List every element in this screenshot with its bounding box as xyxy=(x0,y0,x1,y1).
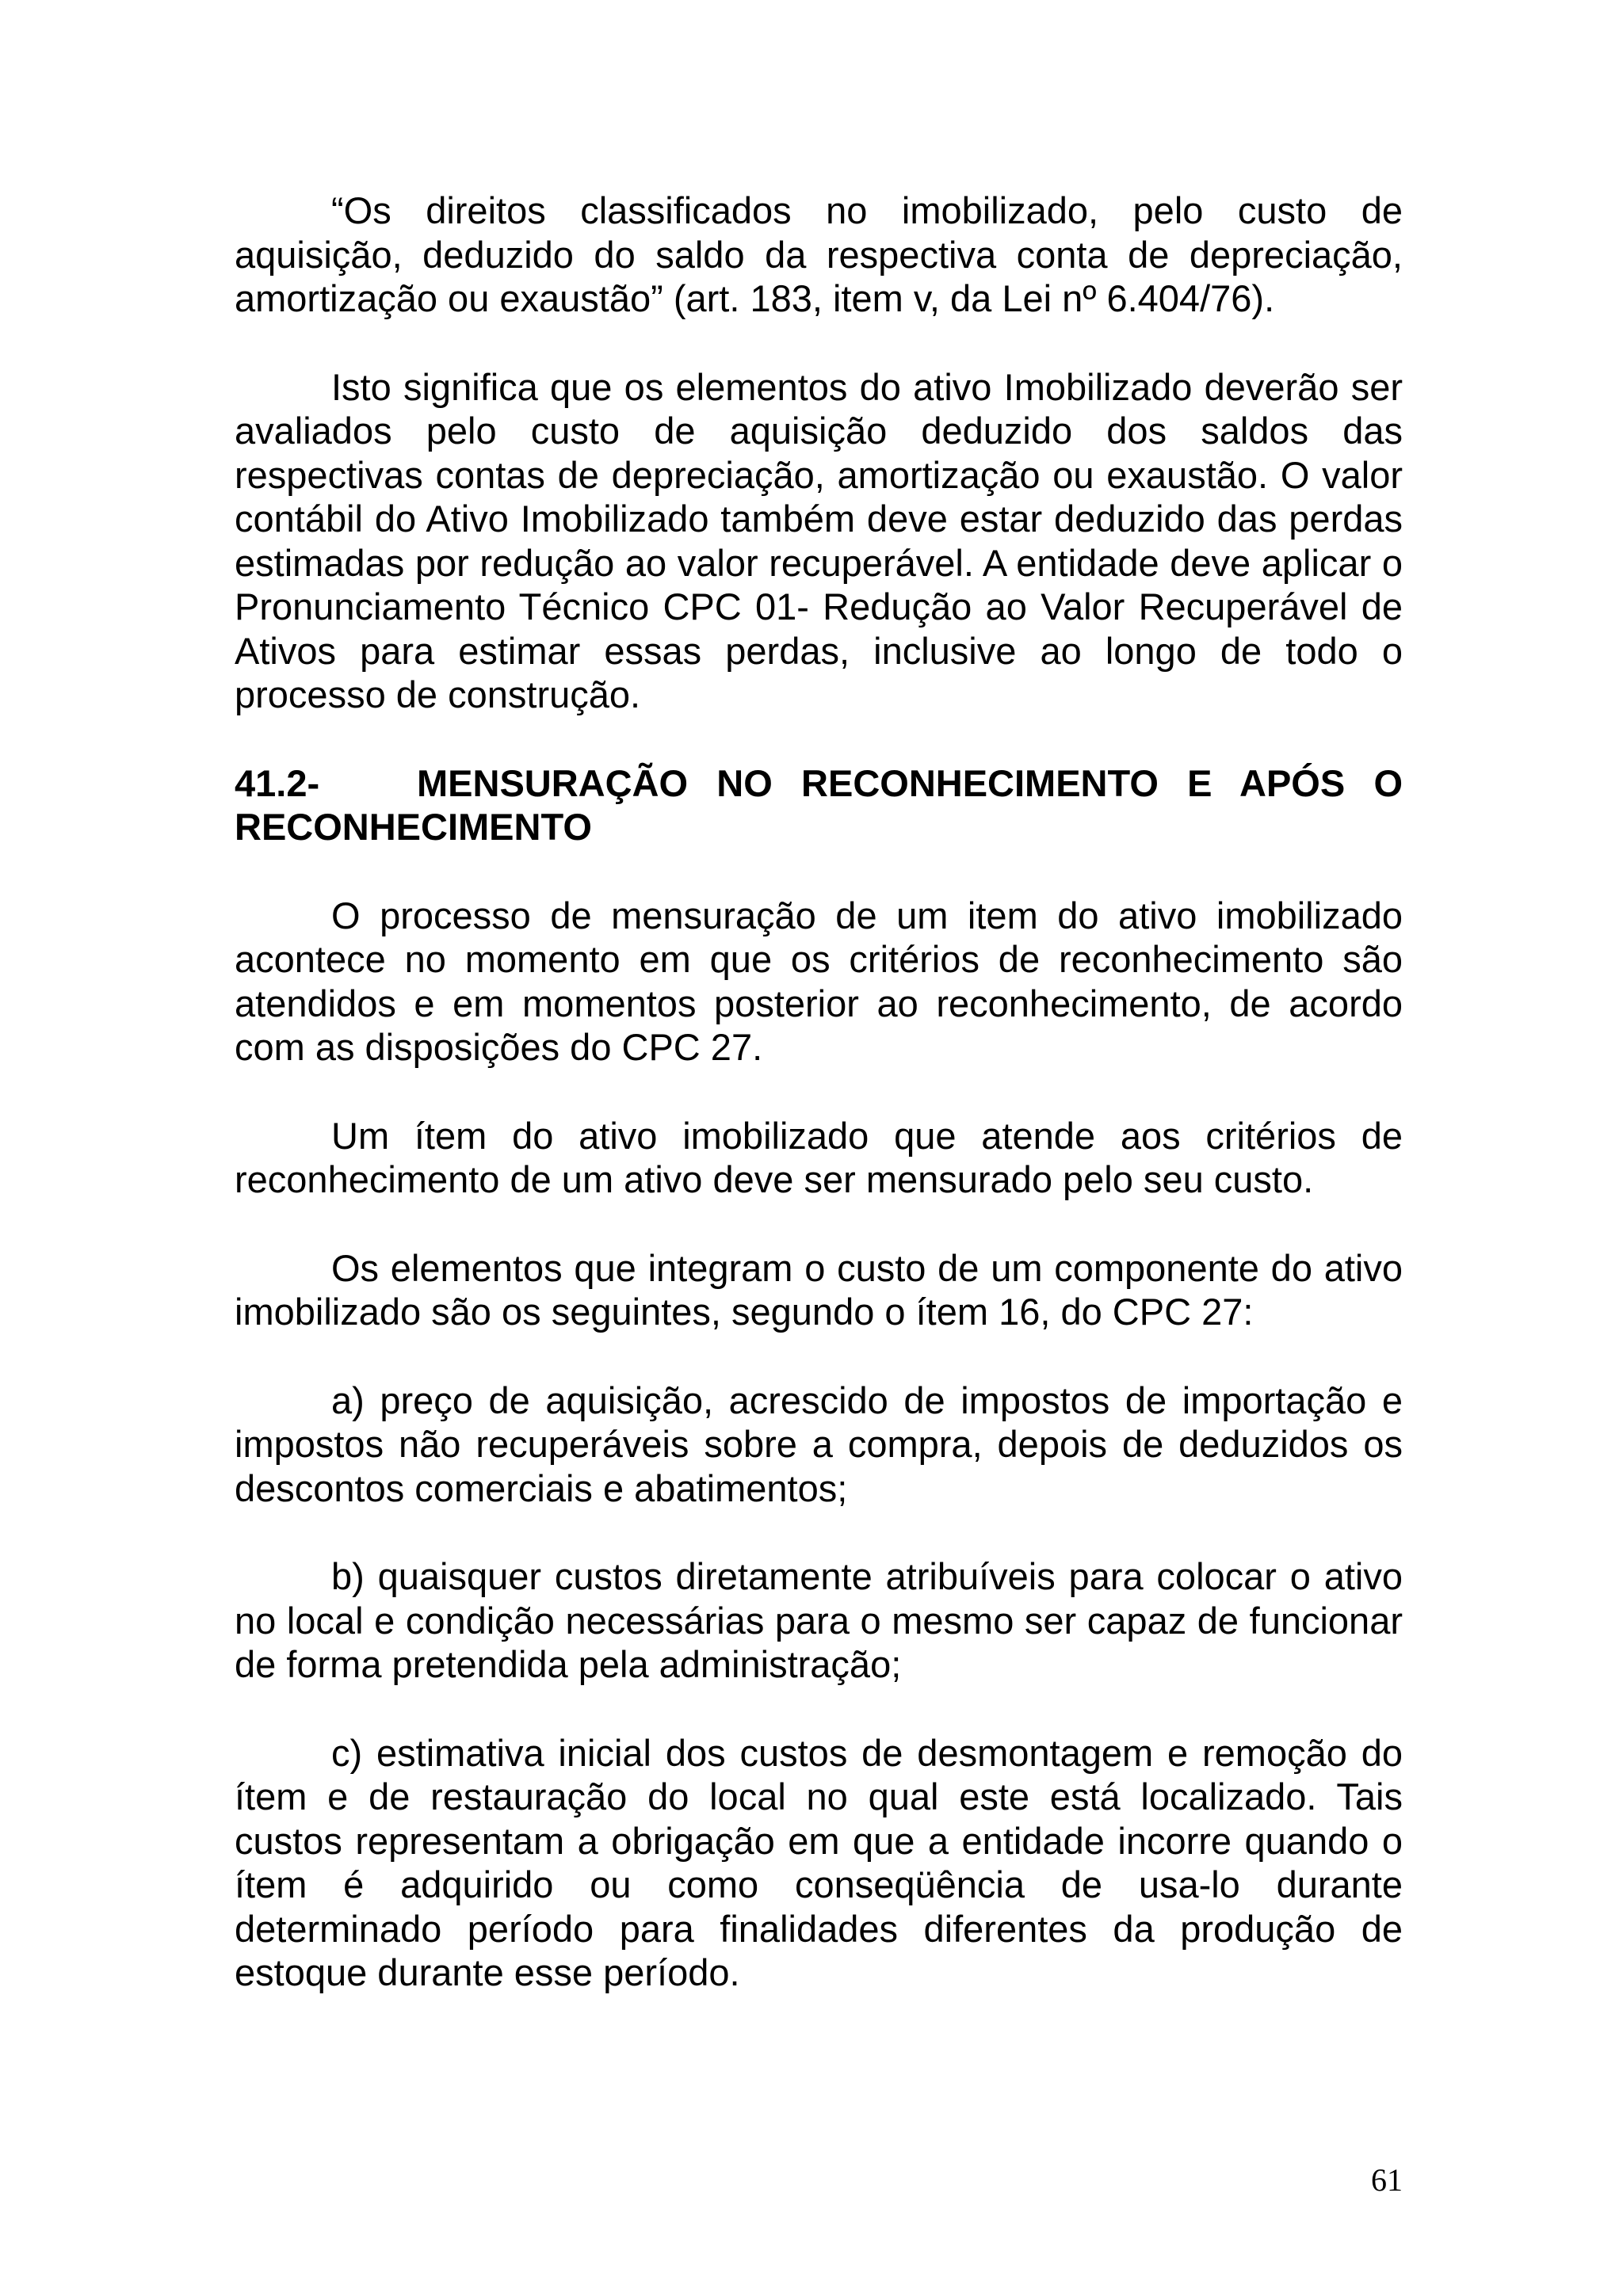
section-number: 41.2- xyxy=(235,761,320,804)
paragraph-imobilizado-evaluation: Isto significa que os elementos do ativo Imobilizado deverão ser avaliados pelo custo de aquisição deduzido dos saldos das respectivas contas de depreciação, amortização ou exaustão. O valor contábil do Ativo Imobilizado também deve estar deduzido das perdas estimadas por redução ao valor recuperável. A entidade deve aplicar o Pronunciamento Técnico CPC 01- Redução ao Valor Recuperável de Ativos para estimar essas perdas, inclusive ao longo de todo o processo de construção. xyxy=(235,365,1403,715)
document-body xyxy=(235,189,1403,2039)
section-title: MENSURAÇÃO NO RECONHECIMENTO E APÓS O RECONHECIMENTO xyxy=(235,761,1403,848)
list-item-b: b) quaisquer custos diretamente atribuíveis para colocar o ativo no local e condição necessárias para o mesmo ser capaz de funcionar de forma pretendida pela administração; xyxy=(235,1555,1403,1685)
list-item-c: c) estimativa inicial dos custos de desmontagem e remoção do ítem e de restauração do local no qual este está localizado. Tais custos representam a obrigação em que a entidade incorre quando o ítem é adquirido ou como conseqüência de usa-lo durante determinado período para finalidades diferentes da produção de estoque durante esse período. xyxy=(235,1731,1403,1993)
paragraph-measured-at-cost: Um ítem do ativo imobilizado que atende aos critérios de reconhecimento de um ativo deve ser mensurado pelo seu custo. xyxy=(235,1114,1403,1200)
page-number: 61 xyxy=(1371,2162,1403,2198)
list-item-a: a) preço de aquisição, acrescido de impostos de importação e impostos não recuperáveis sobre a compra, depois de deduzidos os descontos comerciais e abatimentos; xyxy=(235,1379,1403,1509)
paragraph-cost-elements-intro: Os elementos que integram o custo de um componente do ativo imobilizado são os seguintes, segundo o ítem 16, do CPC 27: xyxy=(235,1246,1403,1333)
paragraph-measurement-process: O processo de mensuração de um item do ativo imobilizado acontece no momento em que os critérios de reconhecimento são atendidos e em momentos posterior ao reconhecimento, de acordo com as disposições do CPC 27. xyxy=(235,894,1403,1068)
paragraph-quote-article-183: “Os direitos classificados no imobilizado, pelo custo de aquisição, deduzido do saldo da respectiva conta de depreciação, amortização ou exaustão” (art. 183, item v, da Lei nº 6.404/76). xyxy=(235,189,1403,319)
section-heading xyxy=(235,761,1403,849)
